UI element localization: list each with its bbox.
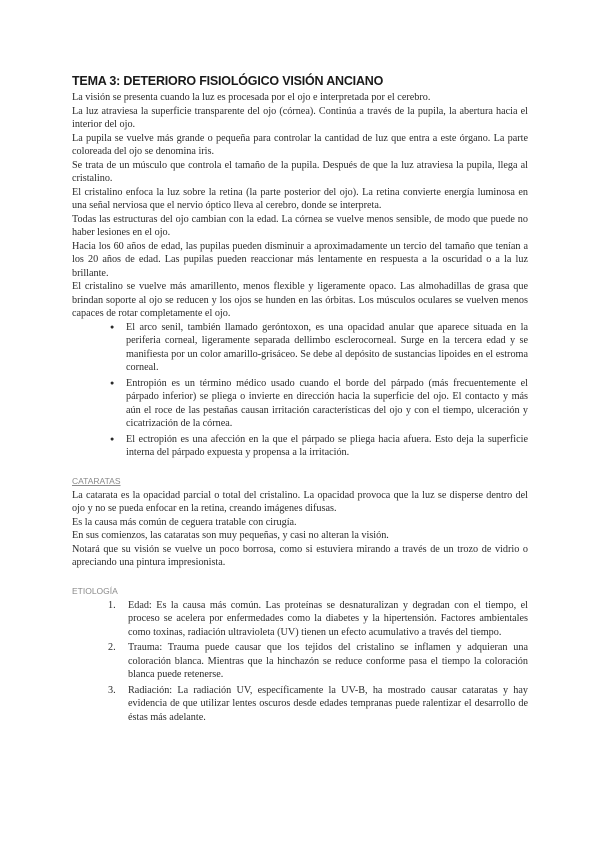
list-number: 1. <box>108 599 116 611</box>
paragraph: El cristalino se vuelve más amarillento, menos flexible y ligeramente opaco. Las almohadillas de grasa que brindan soporte al ojo se reducen y los ojos se hunden en las órbitas. Los músculos oculares se vuelven menos capaces de rotar completamente el ojo. <box>72 281 528 319</box>
list-text: Edad: Es la causa más común. Las proteínas se desnaturalizan y degradan con el tiempo, el proceso se acelera por enfermedades como la diabetes y la hipertensión. Factores ambientales como toxinas, radiación ultravioleta (UV) tienen un efecto acumulativo a través del tiempo. <box>128 599 528 638</box>
etiologia-item-radiacion <box>108 684 528 725</box>
list-number: 3. <box>108 684 116 696</box>
document-title: TEMA 3: DETERIORO FISIOLÓGICO VISIÓN ANCIANO <box>72 74 384 88</box>
section-heading-cataratas: CATARATAS <box>72 475 121 486</box>
list-text: Radiación: La radiación UV, específicamente la UV-B, ha mostrado causar cataratas y hay evidencia de que utilizar lentes oscuros desde edades tempranas puede ralentizar el desarrollo de éstas más adelante. <box>128 684 528 723</box>
cataratas-section <box>72 489 528 570</box>
paragraph: El cristalino enfoca la luz sobre la retina (la parte posterior del ojo). La retina convierte energía luminosa en una señal nerviosa que el nervio óptico lleva al cerebro, donde se interpreta. <box>72 186 528 211</box>
bullet-item-arco-senil: ● El arco senil, también llamado geróntoxon, es una opacidad anular que aparece situada en la periferia corneal, ligeramente separada dellimbo esclerocorneal. Surge en la tercera edad y se manifiesta por un color amarillo-grisáceo. Se debe al depósito de sustancias lipoides en el estroma corneal. <box>112 321 528 375</box>
paragraph: En sus comienzos, las cataratas son muy pequeñas, y casi no alteran la visión. <box>72 530 389 541</box>
bullet-list <box>72 321 528 460</box>
etiologia-item-edad <box>108 599 528 640</box>
bullet-item-entropion: ● Entropión es un término médico usado cuando el borde del párpado (más frecuentemente el párpado inferior) se pliega o invierte en dirección hacia la superficie del ojo. El contacto y más aún el roce de las pestañas causan irritación características del ojo y con el tiempo, ulceración y cicatrización de la córnea. <box>112 377 528 431</box>
intro-section <box>72 91 528 321</box>
paragraph: Todas las estructuras del ojo cambian con la edad. La córnea se vuelve menos sensible, de modo que puede no haber lesiones en el ojo. <box>72 213 528 238</box>
etiologia-item-trauma <box>108 641 528 682</box>
paragraph: La catarata es la opacidad parcial o total del cristalino. La opacidad provoca que la luz se disperse dentro del ojo y no se pueda enfocar en la retina, creando imágenes difusas. <box>72 489 528 514</box>
paragraph: La luz atraviesa la superficie transparente del ojo (córnea). Continúa a través de la pupila, la abertura hacia el interior del ojo. <box>72 105 528 130</box>
paragraph: Hacia los 60 años de edad, las pupilas pueden disminuir a aproximadamente un tercio del tamaño que tenían a los 20 años de edad. Las pupilas pueden reaccionar más lentamente en respuesta a la oscuridad o a la luz brillante. <box>72 240 528 279</box>
etiologia-list <box>72 599 528 725</box>
list-number: 2. <box>108 642 116 653</box>
paragraph: Es la causa más común de ceguera tratable con cirugía. <box>72 516 297 528</box>
paragraph: La visión se presenta cuando la luz es procesada por el ojo e interpretada por el cerebro. <box>72 92 431 103</box>
paragraph: La pupila se vuelve más grande o pequeña para controlar la cantidad de luz que entra a este órgano. La parte coloreada del ojo se denomina iris. <box>72 132 528 157</box>
paragraph: Se trata de un músculo que controla el tamaño de la pupila. Después de que la luz atraviesa la pupila, llega al cristalino. <box>72 159 528 184</box>
paragraph: Notará que su visión se vuelve un poco borrosa, como si estuviera mirando a través de un trozo de vidrio o apreciando una pintura impresionista. <box>72 543 528 568</box>
section-heading-etiologia: ETIOLOGÍA <box>72 585 118 596</box>
list-text: Trauma: Trauma puede causar que los tejidos del cristalino se inflamen y adquieran una coloración blanca. Mientras que la hinchazón se reduce conforme pasa el tiempo la coloración blanca puede retenerse. <box>128 642 528 680</box>
bullet-item-ectropion: ● El ectropión es una afección en la que el párpado se pliega hacia afuera. Esto deja la superficie interna del párpado expuesta y propensa a la irritación. <box>112 433 528 460</box>
